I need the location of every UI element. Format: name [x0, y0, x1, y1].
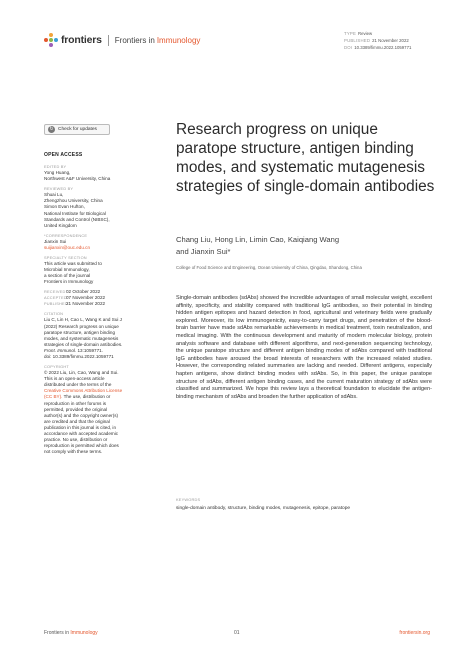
specialty-line: a section of the journal: [44, 273, 91, 279]
copyright-line: not comply with these terms.: [44, 449, 103, 455]
journal-name[interactable]: Immunology: [156, 35, 201, 45]
editor-line: Yong Huang,: [44, 170, 71, 176]
published-value: 21 November 2022: [372, 38, 409, 43]
copyright-line: reproduction is permitted which does: [44, 443, 119, 449]
article-meta: [344, 30, 411, 51]
specialty-section: [44, 255, 162, 285]
copyright-line: practice. No use, distribution or: [44, 437, 108, 443]
keywords-list: single-domain antibody, structure, binding modes, mutagenesis, epitope, paratope: [176, 506, 351, 511]
abstract-text: Single-domain antibodies (sdAbs) showed the incredible advantages of small molecular weight, excellent affinity, specificity, and stability compared with traditional IgG antibodies, so their potential in binding hidden antigen epitopes and hazard detection in food, agricultural and veterinary fields were gradually explored. Moreover, its low immunogenicity, easy-to-carry target drugs, and penetration of the blood-brain barrier have made sdAbs remarkable achievements in medical treatment, toxin neutralization, and medical imaging. With the continuous development and maturity of modern molecular biology, protein analysis software and database with different algorithms, and next-generation sequencing technology, the unique paratope structure and different antigen binding modes of sdAbs compared with traditional IgG antibodies have aroused the broad interests of researchers with the increased related studies. However, the corresponding related summaries are lacking and needed. Different antigens, especially hapten antigens, show distinct binding modes with sdAbs. So, in this paper, the unique paratope structure of sdAbs, different antigen binding cases, and the current maturation strategy of sdAbs were classified and summarized. We hope this review lays a theoretical foundation to elucidate the antigen-binding mechanism of sdAbs and broaden the further application of sdAbs.: [176, 295, 432, 400]
copyright-line: This is an open-access article: [44, 376, 105, 382]
citation-line: Liu C, Lin H, Cao L, Wang K and Sui J: [44, 317, 122, 323]
frontiers-logo-icon: [44, 33, 58, 47]
doi-value[interactable]: 10.3389/fimmu.2022.1059771: [354, 45, 412, 50]
specialty-line: This article was submitted to: [44, 261, 102, 267]
received-label: RECEIVED: [44, 289, 66, 295]
received-date: 02 October 2022: [66, 289, 101, 295]
footer-site-link[interactable]: frontiersin.org: [399, 630, 430, 636]
article-info-sidebar: [44, 152, 162, 459]
license-link-abbrev[interactable]: (CC BY).: [44, 394, 63, 400]
license-link[interactable]: Creative Commons Attribution License: [44, 388, 123, 394]
specialty-label: SPECIALTY SECTION: [44, 255, 87, 261]
citation-label: CITATION: [44, 311, 64, 317]
citation-journal: Front. Immunol.: [44, 347, 77, 353]
check-for-updates-button[interactable]: [44, 124, 110, 135]
reviewer-line: Zhengzhou University, China: [44, 198, 103, 204]
copyright-line: reproduction in other forums is: [44, 400, 107, 406]
copyright-line: publication in this journal is cited, in: [44, 424, 117, 430]
citation-line: paratope structure, antigen binding: [44, 329, 115, 335]
copyright-line: © 2022 Liu, Lin, Cao, Wang and Sui.: [44, 370, 119, 376]
citation-line: strategies of single-domain antibodies.: [44, 341, 123, 347]
copyright-line: distributed under the terms of the: [44, 382, 112, 388]
affiliation: College of Food Science and Engineering, Ocean University of China, Qingdao, Shandong, China: [176, 265, 362, 270]
footer-journal-prefix: Frontiers in: [44, 630, 70, 636]
reviewer-line: United Kingdom: [44, 222, 77, 228]
correspondence-name: Jianxin Sui: [44, 238, 67, 244]
published-date: 21 November 2022: [66, 301, 106, 307]
copyright-line: accordance with accepted academic: [44, 431, 119, 436]
check-updates-icon: ↻: [49, 126, 54, 132]
published-label: PUBLISHED: [344, 38, 371, 43]
reviewer-line: Simon Evan Hufton,: [44, 204, 85, 210]
type-value: Review: [358, 31, 373, 36]
check-updates-label: Check for updates: [58, 127, 97, 132]
reviewer-line: Standards and Control (NIBSC),: [44, 216, 110, 222]
specialty-line: Microbial Immunology,: [44, 267, 90, 273]
keywords-label: KEYWORDS: [176, 497, 201, 502]
reviewed-by-section: [44, 186, 162, 229]
edited-by-section: [44, 164, 162, 182]
reviewed-by-label: REVIEWED BY: [44, 186, 74, 192]
specialty-line: Frontiers in Immunology: [44, 279, 94, 285]
page-number: 01: [234, 630, 240, 636]
accepted-date: 07 November 2022: [66, 295, 106, 301]
dates-section: [44, 289, 162, 307]
correspondence-section: [44, 233, 162, 251]
citation-line: modes, and systematic mutagenesis: [44, 335, 119, 341]
page-footer: [44, 630, 430, 638]
correspondence-email[interactable]: suijianxin@ouc.edu.cn: [44, 244, 91, 250]
copyright-line: are credited and that the original: [44, 418, 110, 424]
copyright-line: author(s) and the copyright owner(s): [44, 412, 119, 418]
reviewer-line: Shuai Lu,: [44, 192, 64, 198]
authors-line: and Jianxin Sui*: [176, 246, 231, 256]
copyright-line: The use, distribution or: [62, 394, 111, 400]
doi-label: DOI: [344, 45, 353, 50]
copyright-section: [44, 364, 162, 455]
footer-journal: [44, 630, 98, 636]
article-title: Research progress on unique paratope structure, antigen binding modes, and systematic mutagenesis strategies of single-domain antibodies: [176, 121, 435, 195]
frontiers-logo-text[interactable]: frontiers: [61, 34, 102, 46]
authors-line: Chang Liu, Hong Lin, Limin Cao, Kaiqiang Wang: [176, 235, 340, 244]
reviewer-line: National Institute for Biological: [44, 210, 106, 216]
header-divider: [108, 35, 109, 46]
journal-prefix: Frontiers in: [114, 35, 155, 45]
accepted-label: ACCEPTED: [44, 295, 67, 301]
open-access-label: OPEN ACCESS: [44, 152, 83, 158]
copyright-line: permitted, provided the original: [44, 406, 108, 412]
citation-section: [44, 311, 162, 360]
citation-line: (2022) Research progress on unique: [44, 323, 119, 329]
editor-line: Northwest A&F University, China: [44, 176, 111, 182]
correspondence-label: *CORRESPONDENCE: [44, 232, 88, 238]
author-list: [176, 234, 436, 257]
copyright-label: COPYRIGHT: [44, 364, 69, 370]
citation-ref: 13:1059771.: [77, 347, 103, 353]
type-label: TYPE: [344, 31, 357, 36]
published-label: PUBLISHED: [44, 301, 68, 307]
citation-doi[interactable]: doi: 10.3389/fimmu.2022.1059771: [44, 353, 114, 359]
journal-header: [44, 32, 200, 48]
footer-journal-name[interactable]: Immunology: [70, 630, 98, 636]
edited-by-label: EDITED BY: [44, 164, 67, 170]
